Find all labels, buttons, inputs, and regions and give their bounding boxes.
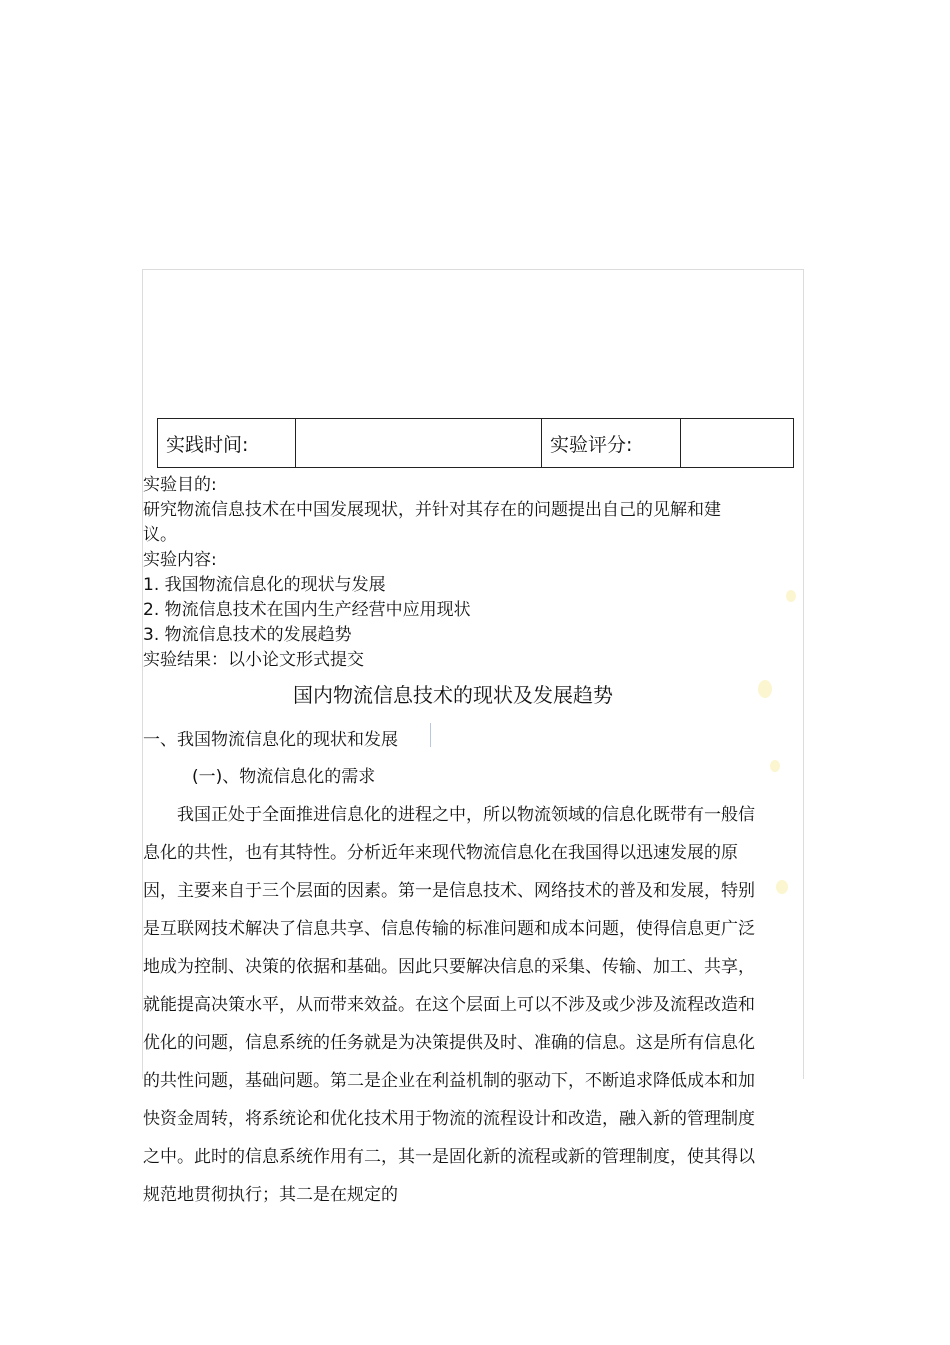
purpose-text-line1: 研究物流信息技术在中国发展现状，并针对其存在的问题提出自己的见解和建 (143, 500, 721, 520)
page-frame-right (803, 269, 804, 1079)
scan-speck (758, 680, 772, 698)
scan-speck (776, 880, 788, 894)
subsection-heading: (一)、物流信息化的需求 (192, 767, 376, 787)
scan-speck (770, 760, 780, 772)
practice-time-label: 实践时间: (158, 419, 296, 468)
text-cursor-mark (430, 723, 431, 747)
content-item: 2. 物流信息技术在国内生产经营中应用现状 (143, 600, 471, 620)
practice-time-value (296, 419, 542, 468)
body-paragraph: 我国正处于全面推进信息化的进程之中，所以物流领域的信息化既带有一般信息化的共性，也有其特性。分析近年来现代物流信息化在我国得以迅速发展的原因，主要来自于三个层面的因素。第一是信息技术、网络技术的普及和发展，特别是互联网技术解决了信息共享、信息传输的标准问题和成本问题，使得信息更广泛地成为控制、决策的依据和基础。因此只要解决信息的采集、传输、加工、共享，就能提高决策水平，从而带来效益。在这个层面上可以不涉及或少涉及流程改造和优化的问题，信息系统的任务就是为决策提供及时、准确的信息。这是所有信息化的共性问题，基础问题。第二是企业在利益机制的驱动下，不断追求降低成本和加快资金周转，将系统论和优化技术用于物流的流程设计和改造，融入新的管理制度之中。此时的信息系统作用有二，其一是固化新的流程或新的管理制度，使其得以规范地贯彻执行；其二是在规定的 (143, 805, 755, 1205)
section-heading: 一、我国物流信息化的现状和发展 (143, 730, 398, 750)
paper-title: 国内物流信息技术的现状及发展趋势 (293, 683, 613, 707)
result-line: 实验结果：以小论文形式提交 (143, 650, 364, 670)
scan-speck (786, 590, 796, 602)
page-frame-top (142, 269, 804, 270)
score-value (681, 419, 794, 468)
content-item: 3. 物流信息技术的发展趋势 (143, 625, 352, 645)
purpose-label: 实验目的: (143, 475, 217, 495)
evaluation-table (157, 418, 794, 468)
score-label: 实验评分: (542, 419, 681, 468)
content-label: 实验内容: (143, 550, 217, 570)
purpose-text-line2: 议。 (143, 525, 177, 545)
evaluation-row (158, 419, 794, 468)
content-item: 1. 我国物流信息化的现状与发展 (143, 575, 386, 595)
